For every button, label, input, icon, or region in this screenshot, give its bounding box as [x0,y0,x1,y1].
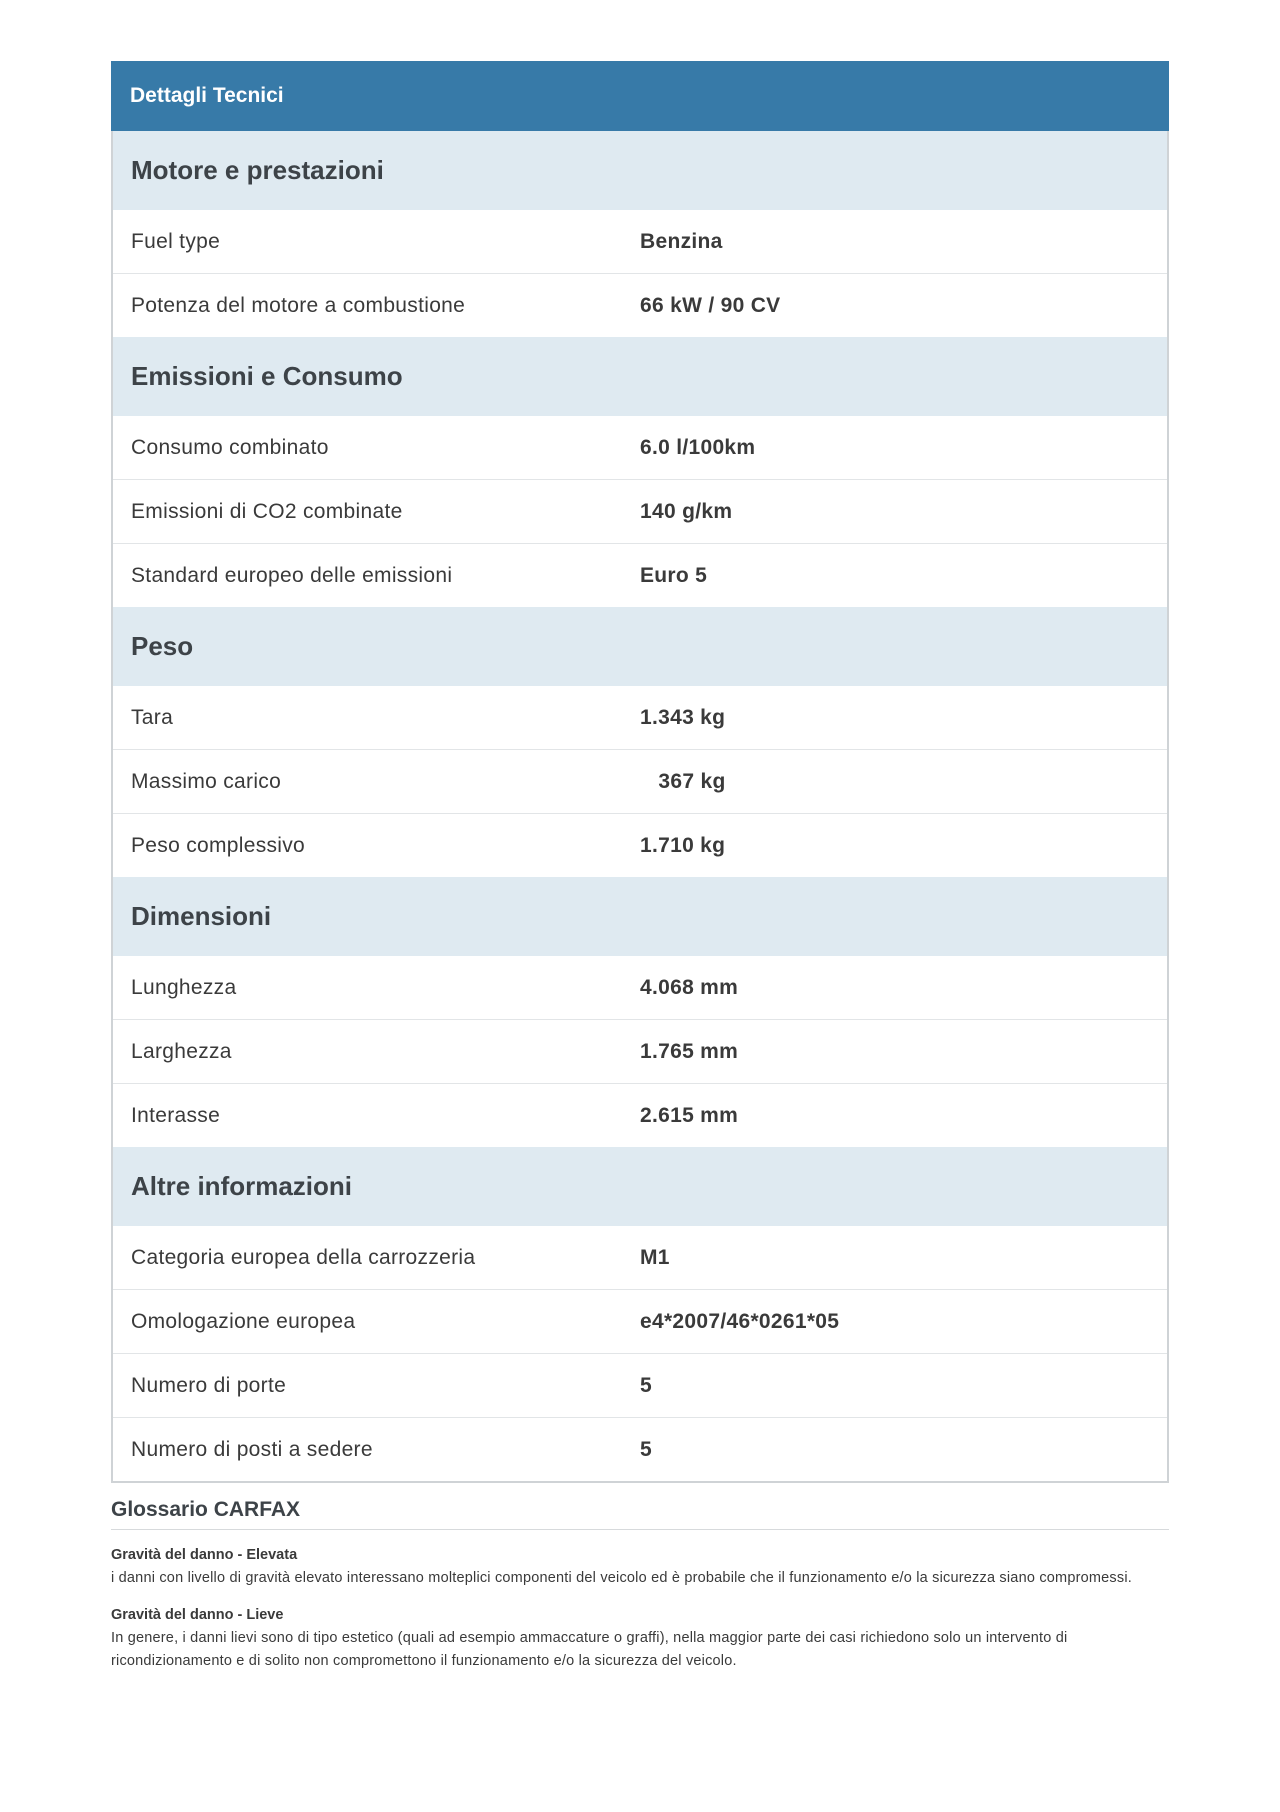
spec-value: 140 g/km [640,499,733,523]
glossary-term: Gravità del danno - Lieve [111,1607,284,1623]
spec-value: 367 kg [640,769,726,793]
spec-value: M1 [640,1245,670,1269]
glossary-entry [111,1544,1169,1590]
section-title: Altre informazioni [113,1147,1167,1226]
spec-row [113,1417,1167,1481]
spec-row [113,543,1167,607]
spec-value: Benzina [640,229,723,253]
spec-label: Tara [131,705,174,729]
spec-value: 2.615 mm [640,1103,739,1127]
spec-value: 66 kW / 90 CV [640,293,781,317]
spec-label: Massimo carico [131,769,282,793]
spec-value: 1.710 kg [640,833,726,857]
spec-row [113,210,1167,273]
spec-label: Numero di porte [131,1373,287,1397]
spec-value: 4.068 mm [640,975,739,999]
spec-label: Standard europeo delle emissioni [131,563,453,587]
spec-label: Emissioni di CO2 combinate [131,499,403,523]
spec-label: Categoria europea della carrozzeria [131,1245,476,1269]
section-title: Motore e prestazioni [113,131,1167,210]
spec-row [113,956,1167,1019]
section-title: Dimensioni [113,877,1167,956]
spec-row [113,749,1167,813]
spec-value: 1.765 mm [640,1039,739,1063]
spec-label: Peso complessivo [131,833,306,857]
spec-label: Larghezza [131,1039,232,1063]
spec-row [113,1019,1167,1083]
spec-value: 1.343 kg [640,705,726,729]
spec-label: Interasse [131,1103,221,1127]
spec-row [113,1353,1167,1417]
spec-row [113,416,1167,479]
spec-row [113,686,1167,749]
spec-label: Fuel type [131,229,221,253]
spec-value: 5 [640,1437,652,1461]
spec-value: Euro 5 [640,563,708,587]
spec-row [113,479,1167,543]
technical-details-panel [111,61,1169,1483]
spec-row [113,273,1167,337]
spec-label: Consumo combinato [131,435,329,459]
glossary-title: Glossario CARFAX [111,1498,1169,1530]
panel-title: Dettagli Tecnici [111,61,1169,131]
glossary-entry [111,1604,1169,1673]
spec-value: 5 [640,1373,652,1397]
glossary-term: Gravità del danno - Elevata [111,1547,298,1563]
spec-value: e4*2007/46*0261*05 [640,1309,840,1333]
section-title: Emissioni e Consumo [113,337,1167,416]
spec-row [113,813,1167,877]
spec-label: Potenza del motore a combustione [131,293,466,317]
glossary-definition: i danni con livello di gravità elevato interessano molteplici componenti del veicolo ed è probabile che il funzionamento e/o la sicurezza siano compromessi. [111,1570,1132,1586]
section-title: Peso [113,607,1167,686]
spec-value: 6.0 l/100km [640,435,756,459]
spec-row [113,1289,1167,1353]
spec-label: Omologazione europea [131,1309,356,1333]
glossary-definition: In genere, i danni lievi sono di tipo estetico (quali ad esempio ammaccature o graffi), nella maggior parte dei casi richiedono solo un intervento di ricondizionamento e di solito non compromettono il funzionamento e/o la sicurezza del veicolo. [111,1630,1068,1669]
spec-label: Lunghezza [131,975,237,999]
spec-row [113,1226,1167,1289]
spec-row [113,1083,1167,1147]
glossary [111,1498,1169,1673]
spec-label: Numero di posti a sedere [131,1437,373,1461]
